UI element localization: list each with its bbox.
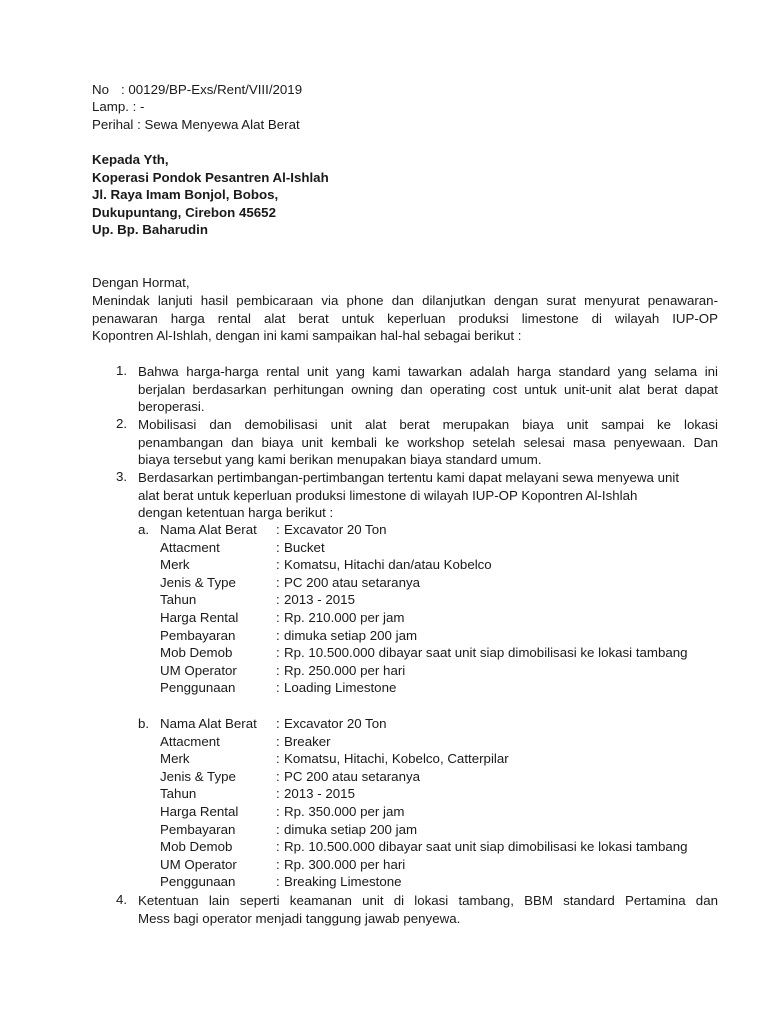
spec-label: Harga Rental bbox=[160, 610, 239, 625]
spec-value: dimuka setiap 200 jam bbox=[284, 627, 418, 643]
spec-label: Jenis & Type bbox=[160, 768, 236, 784]
spec-value: Breaker bbox=[284, 733, 331, 749]
recipient-line: Koperasi Pondok Pesantren Al-Ishlah bbox=[92, 170, 329, 185]
spec-value: 2013 - 2015 bbox=[284, 786, 355, 802]
spec-label: UM Operator bbox=[160, 662, 237, 678]
spec-label: Penggunaan bbox=[160, 680, 236, 696]
recipient-line: Up. Bp. Baharudin bbox=[92, 222, 208, 237]
spec-label: Attacment bbox=[160, 539, 220, 555]
spec-colon: : bbox=[276, 645, 280, 661]
item-paragraph: Berdasarkan pertimbangan-pertimbangan tertentu kami dapat melayani sewa menyewa unit alat berat untuk keperluan produksi limestone di wilayah IUP-OP Kopontren Al-Ishlah dengan ketentuan harga berikut : bbox=[138, 470, 680, 521]
intro-line: Kopontren Al-Ishlah, dengan ini kami sampaikan hal-hal sebagai berikut : bbox=[92, 328, 522, 344]
spec-colon: : bbox=[276, 539, 280, 555]
spec-value: Rp. 350.000 per jam bbox=[284, 804, 405, 819]
spec-value: Rp. 250.000 per hari bbox=[284, 662, 406, 678]
spec-colon: : bbox=[276, 574, 280, 590]
item-paragraph: Ketentuan lain seperti keamanan unit di lokasi tambang, BBM standard Pertamina dan Mess bagi operator menjadi tanggung jawab penyewa. bbox=[138, 893, 718, 926]
perihal-label: Perihal : Sewa Menyewa Alat Berat bbox=[92, 117, 300, 132]
spec-value: Loading Limestone bbox=[284, 680, 397, 696]
spec-colon: : bbox=[276, 804, 280, 819]
spec-colon: : bbox=[276, 839, 280, 855]
spec-label: Mob Demob bbox=[160, 839, 233, 855]
spec-colon: : bbox=[276, 751, 280, 767]
item-paragraph: Bahwa harga-harga rental unit yang kami tawarkan adalah harga standard yang selama ini berjalan berdasarkan perhitungan owning dan operating cost untuk unit-unit alat berat dapat beroperasi. bbox=[138, 364, 718, 415]
spec-value: PC 200 atau setaranya bbox=[284, 768, 421, 784]
spec-colon: : bbox=[276, 592, 280, 608]
spec-value: Komatsu, Hitachi, Kobelco, Catterpilar bbox=[284, 751, 509, 767]
spec-colon: : bbox=[276, 557, 280, 573]
item-number: 2. bbox=[116, 416, 128, 431]
greeting: Dengan Hormat, bbox=[92, 275, 190, 290]
spec-value: Rp. 10.500.000 dibayar saat unit siap dimobilisasi ke lokasi tambang bbox=[284, 839, 688, 855]
spec-label: Penggunaan bbox=[160, 874, 236, 890]
spec-label: Harga Rental bbox=[160, 804, 239, 819]
intro-paragraph bbox=[92, 292, 718, 345]
spec-label: Pembayaran bbox=[160, 821, 236, 837]
lamp-label: Lamp. : - bbox=[92, 99, 145, 114]
spec-label: Merk bbox=[160, 557, 190, 573]
spec-colon: : bbox=[276, 786, 280, 802]
no-value: : 00129/BP-Exs/Rent/VIII/2019 bbox=[121, 82, 303, 97]
spec-label: Nama Alat Berat bbox=[160, 716, 257, 731]
recipient-line: Kepada Yth, bbox=[92, 152, 169, 167]
intro-line: penawaran harga rental alat berat untuk keperluan produksi limestone di wilayah IUP-OP bbox=[92, 310, 718, 326]
spec-colon: : bbox=[276, 733, 280, 749]
spec-label: Nama Alat Berat bbox=[160, 522, 257, 537]
spec-value: Breaking Limestone bbox=[284, 874, 402, 890]
item-number: 3. bbox=[116, 469, 128, 484]
spec-letter: b. bbox=[138, 716, 150, 731]
spec-colon: : bbox=[276, 716, 280, 731]
spec-label: Merk bbox=[160, 751, 190, 767]
spec-value: Rp. 10.500.000 dibayar saat unit siap dimobilisasi ke lokasi tambang bbox=[284, 645, 688, 661]
spec-value: dimuka setiap 200 jam bbox=[284, 821, 418, 837]
item-number: 1. bbox=[116, 363, 128, 378]
no-label: No bbox=[92, 82, 109, 97]
spec-letter: a. bbox=[138, 522, 150, 537]
item-number: 4. bbox=[116, 892, 128, 907]
spec-value: Rp. 300.000 per hari bbox=[284, 856, 406, 872]
intro-line: Menindak lanjuti hasil pembicaraan via phone dan dilanjutkan dengan surat menyurat penawaran- bbox=[92, 293, 718, 308]
spec-colon: : bbox=[276, 768, 280, 784]
spec-colon: : bbox=[276, 874, 280, 890]
spec-colon: : bbox=[276, 680, 280, 696]
spec-colon: : bbox=[276, 662, 280, 678]
spec-value: Komatsu, Hitachi dan/atau Kobelco bbox=[284, 557, 492, 573]
spec-colon: : bbox=[276, 821, 280, 837]
spec-colon: : bbox=[276, 610, 280, 625]
spec-value: PC 200 atau setaranya bbox=[284, 574, 421, 590]
spec-colon: : bbox=[276, 856, 280, 872]
spec-colon: : bbox=[276, 627, 280, 643]
spec-value: Excavator 20 Ton bbox=[284, 522, 387, 537]
spec-value: Bucket bbox=[284, 539, 325, 555]
recipient-line: Jl. Raya Imam Bonjol, Bobos, bbox=[92, 187, 279, 202]
spec-label: Tahun bbox=[160, 592, 197, 608]
spec-label: UM Operator bbox=[160, 856, 237, 872]
spec-label: Attacment bbox=[160, 733, 220, 749]
spec-value: 2013 - 2015 bbox=[284, 592, 355, 608]
spec-value: Excavator 20 Ton bbox=[284, 716, 387, 731]
spec-label: Tahun bbox=[160, 786, 197, 802]
spec-label: Mob Demob bbox=[160, 645, 233, 661]
item-paragraph: Mobilisasi dan demobilisasi unit alat berat merupakan biaya unit sampai ke lokasi penambangan dan biaya unit kembali ke workshop setelah selesai masa penyewaan. Dan biaya tersebut yang kami berikan menupakan biaya standard umum. bbox=[138, 417, 718, 468]
spec-label: Pembayaran bbox=[160, 627, 236, 643]
spec-colon: : bbox=[276, 522, 280, 537]
recipient-line: Dukupuntang, Cirebon 45652 bbox=[92, 205, 276, 220]
spec-value: Rp. 210.000 per jam bbox=[284, 610, 405, 625]
spec-label: Jenis & Type bbox=[160, 574, 236, 590]
